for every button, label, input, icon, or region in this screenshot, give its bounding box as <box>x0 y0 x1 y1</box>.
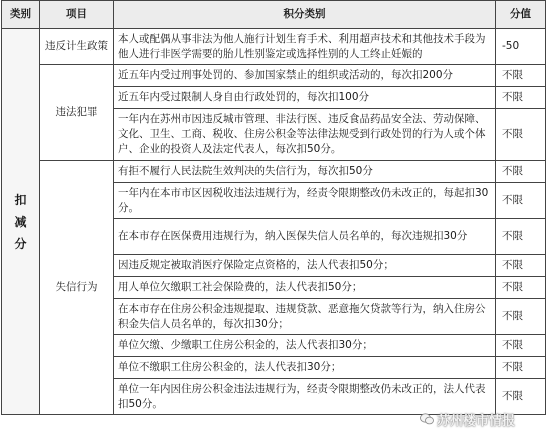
table-row <box>2 29 546 65</box>
score-cell: 不限 <box>496 357 546 379</box>
desc-cell: 在本市存在住房公积金违规提取、违规贷款、恶意拖欠贷款等行为，纳入住房公积金失信人员名单的，每次扣30分； <box>114 299 496 335</box>
desc-cell: 单位一年内因住房公积金违法违规行为，经责令限期整改仍未改正的，法人代表扣50分。 <box>114 379 496 415</box>
score-cell: -50 <box>496 29 546 65</box>
header-score: 分值 <box>496 1 546 29</box>
header-category: 类别 <box>2 1 40 29</box>
table-header-row <box>2 1 546 29</box>
category-char: 扣 <box>14 192 27 207</box>
header-desc: 积分类别 <box>114 1 496 29</box>
desc-cell: 单位欠缴、少缴职工住房公积金的，法人代表扣30分； <box>114 335 496 357</box>
header-item: 项目 <box>40 1 114 29</box>
desc-cell: 一年内在苏州市因违反城市管理、非法行医、违反食品药品安全法、劳动保障、文化、卫生、工商、税收、住房公积金等法律法规受到行政处罚的行为人或个体户、企业的投资人及法定代表人，每次扣50分。 <box>114 109 496 161</box>
item-cell: 失信行为 <box>40 161 114 415</box>
watermark-text: 苏州楼市情报 <box>437 413 516 429</box>
category-char: 减 <box>14 214 27 229</box>
table-row <box>2 161 546 183</box>
desc-cell: 用人单位欠缴职工社会保险费的，法人代表扣50分； <box>114 277 496 299</box>
score-cell: 不限 <box>496 87 546 109</box>
category-char: 分 <box>14 236 27 251</box>
score-cell: 不限 <box>496 255 546 277</box>
desc-cell: 近五年内受过限制人身自由行政处罚的，每次扣100分 <box>114 87 496 109</box>
desc-cell: 近五年内受过刑事处罚的、参加国家禁止的组织或活动的，每次扣200分 <box>114 65 496 87</box>
wechat-icon <box>420 412 434 426</box>
item-cell: 违法犯罪 <box>40 65 114 161</box>
watermark <box>420 408 544 430</box>
points-table <box>1 0 546 415</box>
score-cell: 不限 <box>496 183 546 219</box>
desc-cell: 有拒不履行人民法院生效判决的失信行为，每次扣50分 <box>114 161 496 183</box>
score-cell: 不限 <box>496 161 546 183</box>
score-cell: 不限 <box>496 379 546 415</box>
score-cell: 不限 <box>496 277 546 299</box>
item-cell: 违反计生政策 <box>40 29 114 65</box>
score-cell: 不限 <box>496 65 546 87</box>
desc-cell: 单位不缴职工住房公积金的，法人代表扣30分； <box>114 357 496 379</box>
score-cell: 不限 <box>496 109 546 161</box>
score-cell: 不限 <box>496 219 546 255</box>
desc-cell: 在本市存在医保费用违规行为，纳入医保失信人员名单的，每次违规扣30分 <box>114 219 496 255</box>
desc-cell: 一年内在本市市区因税收违法违规行为，经责令限期整改仍未改正的，每起扣30分。 <box>114 183 496 219</box>
category-cell <box>2 29 40 415</box>
desc-cell: 因违反规定被取消医疗保险定点资格的，法人代表扣50分； <box>114 255 496 277</box>
score-cell: 不限 <box>496 335 546 357</box>
table-row <box>2 65 546 87</box>
score-cell: 不限 <box>496 299 546 335</box>
desc-cell: 本人或配偶从事非法为他人施行计划生育手术、利用超声技术和其他技术手段为他人进行非医学需要的胎儿性别鉴定或选择性别的人工终止妊娠的 <box>114 29 496 65</box>
